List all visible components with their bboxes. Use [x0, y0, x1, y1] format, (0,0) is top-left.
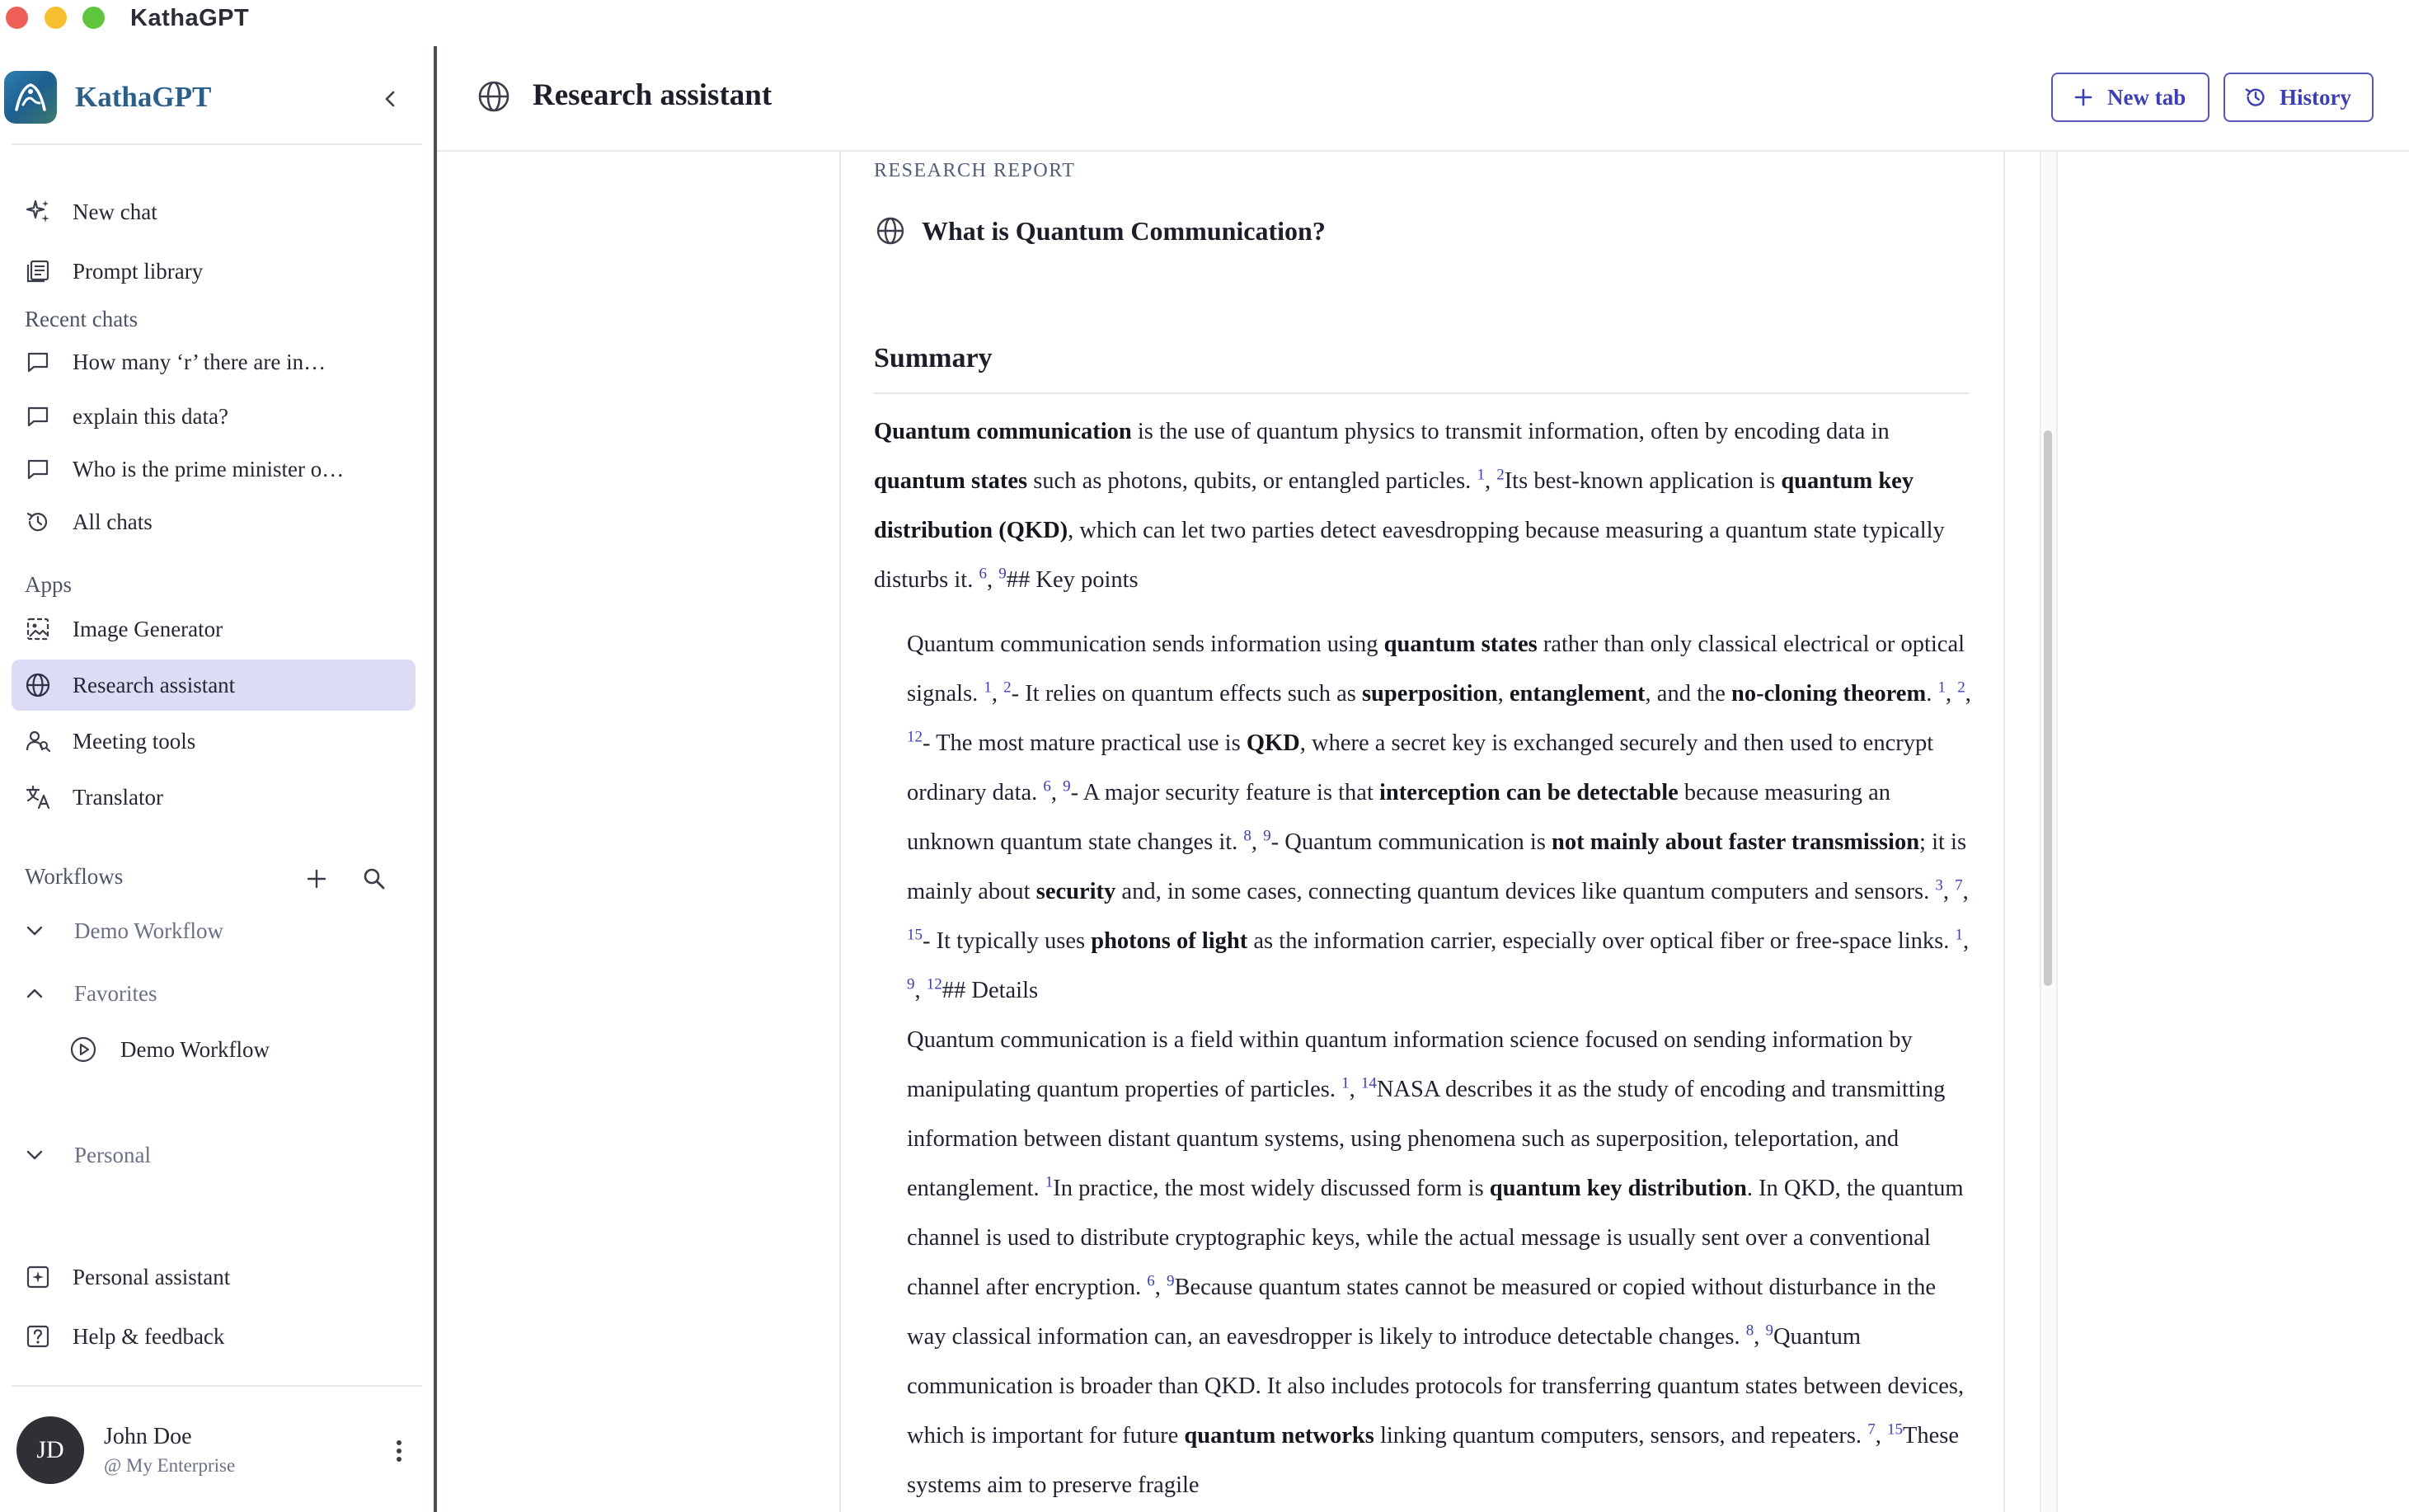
window-titlebar — [0, 0, 2409, 36]
research-report — [839, 152, 2005, 1512]
text: and, in some cases, connecting quantum devices like quantum computers and sensors. — [1115, 879, 1936, 904]
user-name: John Doe — [104, 1424, 192, 1449]
citation-link[interactable]: 1 — [1045, 1173, 1054, 1191]
citation-link[interactable]: 9 — [907, 975, 915, 993]
citation-link[interactable]: 7 — [1955, 876, 1963, 895]
collapse-sidebar-button[interactable] — [373, 81, 409, 117]
workflow-label: Demo Workflow — [120, 1036, 270, 1062]
recent-chats-label: Recent chats — [25, 307, 139, 331]
chat-bubble-icon — [23, 347, 53, 377]
workflow-label: Personal — [74, 1142, 151, 1167]
citation-separator: , — [1154, 1275, 1167, 1300]
citation-separator: , — [991, 681, 1004, 707]
history-button[interactable] — [2224, 73, 2374, 122]
bold-text: quantum key distribution — [1489, 1176, 1747, 1201]
page-title: Research assistant — [533, 78, 772, 112]
recent-chat-item[interactable] — [12, 445, 416, 493]
avatar: JD — [16, 1416, 84, 1484]
citation-separator: , — [1963, 928, 1970, 954]
citation-separator: , — [1050, 780, 1064, 805]
text: - A major security feature is that — [1070, 780, 1379, 805]
text: ## Details — [942, 978, 1039, 1003]
citation-separator: , — [1962, 879, 1969, 904]
prompt-library-label: Prompt library — [73, 258, 204, 284]
workflow-demo[interactable] — [23, 910, 223, 951]
citation-link[interactable]: 7 — [1867, 1420, 1876, 1439]
citation-link[interactable]: 1 — [1955, 926, 1964, 944]
citation-link[interactable]: 6 — [979, 565, 987, 583]
bold-text: security — [1035, 879, 1116, 904]
minimize-window-button[interactable] — [45, 7, 67, 29]
citation-link[interactable]: 14 — [1360, 1074, 1377, 1092]
citation-link[interactable]: 6 — [1043, 777, 1051, 796]
citation-link[interactable]: 9 — [1765, 1322, 1773, 1340]
chevron-down-icon — [23, 1143, 46, 1167]
citation-link[interactable]: 9 — [1263, 827, 1271, 845]
apps-label: Apps — [25, 572, 73, 597]
app-meeting-tools[interactable] — [12, 716, 416, 767]
chat-bubble-icon — [23, 401, 53, 431]
new-chat-button[interactable] — [12, 186, 416, 237]
close-window-button[interactable] — [6, 7, 28, 29]
bold-text: quantum states — [1383, 632, 1538, 657]
summary-heading: Summary — [874, 343, 993, 373]
bold-text: superposition — [1361, 681, 1498, 707]
citation-separator: , — [1875, 1423, 1887, 1449]
all-chats-button[interactable] — [12, 498, 416, 546]
text: such as photons, qubits, or entangled particles. — [1027, 468, 1477, 494]
app-label: Image Generator — [73, 616, 223, 641]
app-translator[interactable] — [12, 772, 416, 823]
all-chats-label: All chats — [73, 509, 153, 534]
text: These systems aim to preserve fragile — [907, 1423, 1959, 1498]
bold-text: quantum key distribution (QKD) — [874, 468, 1914, 543]
sidebar-divider — [12, 1385, 422, 1387]
sidebar — [0, 46, 434, 1512]
app-image-generator[interactable] — [12, 603, 416, 655]
bold-text: no-cloning theorem — [1731, 681, 1927, 707]
bold-text: entanglement — [1509, 681, 1646, 707]
app-label: Translator — [73, 784, 164, 810]
citation-separator: , — [1942, 879, 1956, 904]
workflow-favorites[interactable] — [23, 973, 157, 1014]
citation-separator: , — [1349, 1077, 1361, 1102]
bold-text: QKD — [1246, 730, 1300, 756]
people-icon — [23, 726, 53, 756]
help-feedback-label: Help & feedback — [73, 1323, 225, 1349]
chevron-down-icon — [23, 919, 46, 942]
plus-icon — [305, 867, 328, 890]
image-icon — [23, 614, 53, 644]
citation-link[interactable]: 2 — [1496, 466, 1505, 484]
text: is the use of quantum physics to transmit information, often by encoding data in — [1131, 419, 1890, 444]
chevron-left-icon — [381, 89, 401, 109]
bold-text: Quantum communication — [874, 419, 1132, 444]
report-label: RESEARCH REPORT — [874, 160, 1076, 181]
search-icon — [362, 866, 387, 891]
citation-link[interactable]: 15 — [1886, 1420, 1903, 1439]
citation-separator: , — [1945, 681, 1958, 707]
assistant-icon — [23, 1262, 53, 1292]
brand-name: KathaGPT — [75, 81, 212, 113]
personal-assistant-button[interactable] — [12, 1251, 416, 1303]
new-chat-label: New chat — [73, 199, 157, 224]
citation-link[interactable]: 15 — [907, 926, 923, 944]
new-tab-label: New tab — [2107, 84, 2186, 110]
text: - It relies on quantum effects such as — [1011, 681, 1362, 707]
translate-icon — [23, 782, 53, 812]
citation-separator: , — [986, 567, 999, 593]
text: , where a secret key is exchanged securely and then used to encrypt ordinary data. — [907, 730, 1934, 805]
prompt-library-button[interactable] — [12, 246, 416, 297]
globe-icon — [475, 77, 513, 115]
sidebar-border — [434, 46, 437, 1512]
text: Quantum communication is a field within quantum information science focused on sending information by manipulating quantum properties of particles. — [907, 1027, 1913, 1102]
citation-link[interactable]: 3 — [1935, 876, 1943, 895]
user-profile[interactable] — [16, 1415, 420, 1486]
citation-separator: , — [914, 978, 927, 1003]
citation-link[interactable]: 9 — [1166, 1272, 1175, 1290]
recent-chat-label: How many ‘r’ there are in… — [73, 349, 326, 374]
text: , and the — [1645, 681, 1732, 707]
brand[interactable] — [4, 71, 211, 124]
text: , — [1497, 681, 1510, 707]
bold-text: quantum states — [874, 468, 1028, 494]
help-feedback-button[interactable] — [12, 1311, 416, 1362]
text: as the information carrier, especially over optical fiber or free-space links. — [1247, 928, 1956, 954]
summary-divider — [874, 392, 1969, 394]
text: , which can let two parties detect eavesdropping because measuring a quantum state typically disturbs it. — [874, 518, 1945, 593]
citation-separator: , — [1754, 1324, 1766, 1350]
window-title: KathaGPT — [130, 5, 250, 31]
recent-chat-item[interactable] — [12, 338, 416, 386]
text: - The most mature practical use is — [923, 730, 1247, 756]
summary-paragraph — [874, 407, 1975, 605]
citation-link[interactable]: 1 — [1341, 1074, 1350, 1092]
citation-link[interactable]: 12 — [926, 975, 942, 993]
text: Quantum communication is broader than QKD. It also includes protocols for transferring quantum states between devices, which is important for future — [907, 1324, 1965, 1449]
page-header — [437, 46, 2409, 152]
text: NASA describes it as the study of encoding and transmitting information between distant quantum systems, using phenomena such as superposition, teleportation, and entanglement. — [907, 1077, 1946, 1201]
text: ## Key points — [1006, 567, 1139, 593]
library-icon — [23, 256, 53, 286]
citation-link[interactable]: 1 — [1937, 679, 1946, 697]
citation-link[interactable]: 9 — [1063, 777, 1071, 796]
workflows-label: Workflows — [25, 864, 124, 889]
text: rather than only classical electrical or optical signals. — [907, 632, 1965, 707]
bold-text: photons of light — [1091, 928, 1248, 954]
text: Because quantum states cannot be measured or copied without disturbance in the way classical information can, an eavesdropper is likely to introduce detectable changes. — [907, 1275, 1937, 1350]
citation-link[interactable]: 1 — [1477, 466, 1485, 484]
text: . In QKD, the quantum channel is used to distribute cryptographic keys, while the actual message is usually sent over a conventional channel after encryption. — [907, 1176, 1964, 1300]
history-icon — [23, 507, 53, 537]
search-workflows-button[interactable] — [358, 862, 391, 895]
citation-link[interactable]: 8 — [1745, 1322, 1754, 1340]
globe-icon — [23, 670, 53, 700]
citation-separator: , — [1484, 468, 1497, 494]
citation-link[interactable]: 2 — [1957, 679, 1965, 697]
citation-link[interactable]: 1 — [984, 679, 992, 697]
workflow-label: Favorites — [74, 980, 157, 1006]
chevron-up-icon — [23, 982, 46, 1005]
citation-link[interactable]: 6 — [1147, 1272, 1155, 1290]
recent-chat-label: explain this data? — [73, 403, 228, 429]
zoom-window-button[interactable] — [82, 7, 105, 29]
bold-text: interception can be detectable — [1379, 780, 1679, 805]
scrollbar-thumb[interactable] — [2044, 430, 2052, 986]
citation-link[interactable]: 8 — [1243, 827, 1251, 845]
citation-link[interactable]: 2 — [1003, 679, 1012, 697]
text: ; it is mainly about — [907, 829, 1967, 904]
play-circle-icon — [69, 1035, 97, 1064]
add-workflow-button[interactable] — [300, 862, 333, 895]
katha-logo-icon — [4, 71, 57, 124]
history-icon — [2243, 85, 2268, 110]
text: - Quantum communication is — [1270, 829, 1552, 855]
user-menu-button[interactable] — [384, 1433, 414, 1469]
recent-chat-item[interactable] — [12, 392, 416, 440]
app-label: Meeting tools — [73, 728, 196, 754]
citation-link[interactable]: 9 — [998, 565, 1007, 583]
personal-assistant-label: Personal assistant — [73, 1264, 231, 1289]
citation-separator: , — [1251, 829, 1264, 855]
citation-link[interactable]: 12 — [907, 728, 923, 746]
text: . — [1926, 681, 1938, 707]
text: In practice, the most widely discussed form is — [1053, 1176, 1490, 1201]
sparkle-icon — [23, 197, 53, 227]
plus-icon — [2071, 85, 2096, 110]
text: Quantum communication sends information using — [907, 632, 1384, 657]
workflow-label: Demo Workflow — [74, 918, 224, 943]
text: - It typically uses — [923, 928, 1092, 954]
globe-icon — [874, 214, 907, 247]
user-org: @ My Enterprise — [104, 1455, 236, 1476]
recent-chat-label: Who is the prime minister o… — [73, 456, 345, 481]
app-label: Research assistant — [73, 672, 236, 697]
key-points-paragraph — [907, 620, 1979, 1016]
new-tab-button[interactable] — [2051, 73, 2209, 122]
more-vertical-icon — [395, 1439, 403, 1463]
help-icon — [23, 1322, 53, 1351]
text: linking quantum computers, sensors, and repeaters. — [1374, 1423, 1868, 1449]
app-research-assistant[interactable] — [12, 660, 416, 711]
chat-bubble-icon — [23, 454, 53, 484]
details-paragraph — [907, 1016, 1979, 1510]
history-label: History — [2280, 84, 2351, 110]
question-text: What is Quantum Communication? — [922, 215, 1326, 246]
citation-separator: , — [1965, 681, 1971, 707]
bold-text: not mainly about faster transmission — [1552, 829, 1920, 855]
workflow-personal[interactable] — [23, 1134, 151, 1176]
sidebar-divider — [12, 143, 422, 145]
text: Its best-known application is — [1504, 468, 1782, 494]
workflow-favorite-demo[interactable] — [69, 1029, 270, 1070]
text: because measuring an unknown quantum state changes it. — [907, 780, 1890, 855]
report-question — [874, 214, 1326, 247]
bold-text: quantum networks — [1184, 1423, 1374, 1449]
